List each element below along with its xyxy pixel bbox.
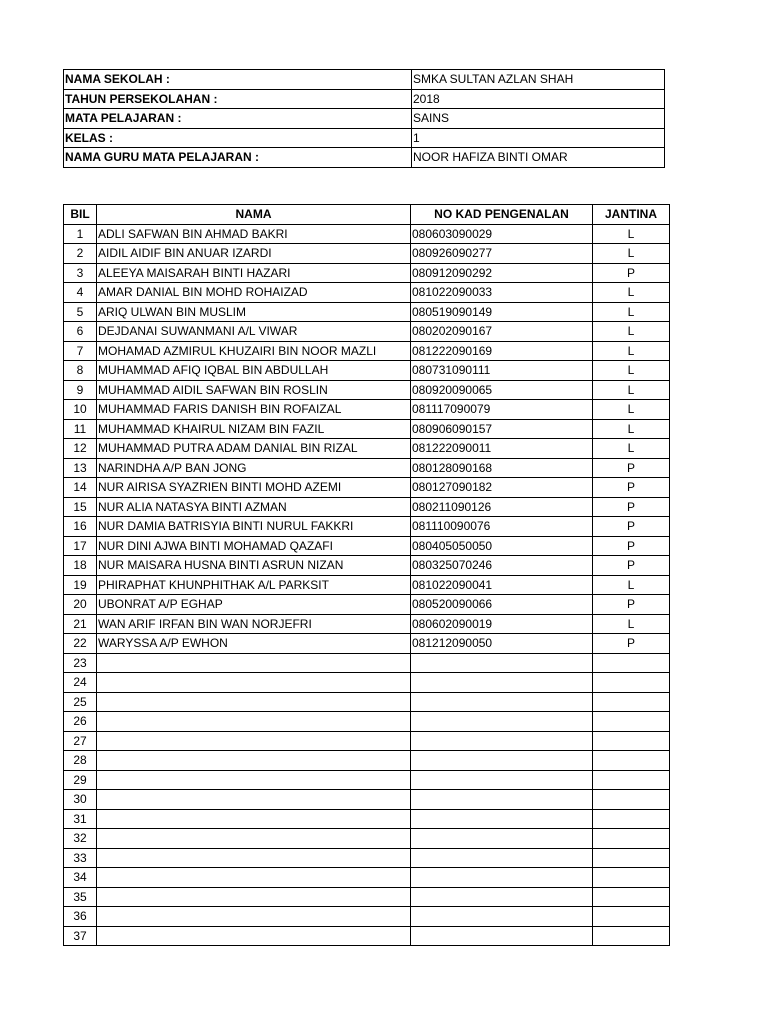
cell-jantina: L bbox=[593, 614, 670, 634]
cell-jantina bbox=[593, 790, 670, 810]
cell-jantina bbox=[593, 907, 670, 927]
cell-ic: 080603090029 bbox=[411, 224, 593, 244]
cell-nama: DEJDANAI SUWANMANI A/L VIWAR bbox=[97, 322, 411, 342]
cell-ic: 080128090168 bbox=[411, 458, 593, 478]
cell-jantina bbox=[593, 926, 670, 946]
table-row bbox=[64, 907, 670, 927]
cell-ic bbox=[411, 770, 593, 790]
cell-ic: 080211090126 bbox=[411, 497, 593, 517]
info-label: KELAS : bbox=[64, 128, 412, 148]
student-list-table bbox=[63, 204, 670, 946]
cell-bil: 16 bbox=[64, 517, 97, 537]
info-value: SAINS bbox=[412, 109, 665, 129]
table-row bbox=[64, 868, 670, 888]
cell-nama bbox=[97, 692, 411, 712]
cell-nama: MOHAMAD AZMIRUL KHUZAIRI BIN NOOR MAZLI bbox=[97, 341, 411, 361]
cell-bil: 30 bbox=[64, 790, 97, 810]
cell-nama bbox=[97, 907, 411, 927]
cell-jantina: L bbox=[593, 322, 670, 342]
table-row bbox=[64, 517, 670, 537]
cell-nama: PHIRAPHAT KHUNPHITHAK A/L PARKSIT bbox=[97, 575, 411, 595]
cell-ic: 080519090149 bbox=[411, 302, 593, 322]
cell-bil: 21 bbox=[64, 614, 97, 634]
cell-bil: 6 bbox=[64, 322, 97, 342]
info-row-year bbox=[64, 89, 665, 109]
cell-bil: 31 bbox=[64, 809, 97, 829]
cell-nama bbox=[97, 868, 411, 888]
cell-ic bbox=[411, 907, 593, 927]
cell-bil: 22 bbox=[64, 634, 97, 654]
cell-nama: NUR DINI AJWA BINTI MOHAMAD QAZAFI bbox=[97, 536, 411, 556]
table-row bbox=[64, 575, 670, 595]
cell-bil: 19 bbox=[64, 575, 97, 595]
cell-nama: ALEEYA MAISARAH BINTI HAZARI bbox=[97, 263, 411, 283]
cell-bil: 9 bbox=[64, 380, 97, 400]
cell-bil: 26 bbox=[64, 712, 97, 732]
cell-nama: MUHAMMAD FARIS DANISH BIN ROFAIZAL bbox=[97, 400, 411, 420]
cell-ic: 081212090050 bbox=[411, 634, 593, 654]
cell-nama: NUR MAISARA HUSNA BINTI ASRUN NIZAN bbox=[97, 556, 411, 576]
cell-ic: 080325070246 bbox=[411, 556, 593, 576]
cell-bil: 34 bbox=[64, 868, 97, 888]
cell-jantina: L bbox=[593, 419, 670, 439]
cell-bil: 5 bbox=[64, 302, 97, 322]
header-nama: NAMA bbox=[97, 205, 411, 225]
cell-bil: 10 bbox=[64, 400, 97, 420]
cell-ic bbox=[411, 673, 593, 693]
cell-ic bbox=[411, 751, 593, 771]
cell-jantina: P bbox=[593, 536, 670, 556]
table-row bbox=[64, 497, 670, 517]
table-row bbox=[64, 692, 670, 712]
cell-jantina: L bbox=[593, 361, 670, 381]
table-row bbox=[64, 322, 670, 342]
table-header-row bbox=[64, 205, 670, 225]
cell-bil: 29 bbox=[64, 770, 97, 790]
cell-bil: 7 bbox=[64, 341, 97, 361]
cell-bil: 8 bbox=[64, 361, 97, 381]
cell-nama: ADLI SAFWAN BIN AHMAD BAKRI bbox=[97, 224, 411, 244]
cell-jantina: L bbox=[593, 380, 670, 400]
table-row bbox=[64, 361, 670, 381]
cell-jantina bbox=[593, 731, 670, 751]
cell-ic bbox=[411, 809, 593, 829]
table-row bbox=[64, 614, 670, 634]
info-value: NOOR HAFIZA BINTI OMAR bbox=[412, 148, 665, 168]
cell-ic: 080202090167 bbox=[411, 322, 593, 342]
cell-ic bbox=[411, 653, 593, 673]
cell-nama bbox=[97, 848, 411, 868]
cell-jantina: L bbox=[593, 575, 670, 595]
table-row bbox=[64, 302, 670, 322]
cell-jantina: P bbox=[593, 497, 670, 517]
cell-jantina bbox=[593, 751, 670, 771]
table-row bbox=[64, 848, 670, 868]
cell-ic: 081222090169 bbox=[411, 341, 593, 361]
cell-nama: NUR AIRISA SYAZRIEN BINTI MOHD AZEMI bbox=[97, 478, 411, 498]
table-row bbox=[64, 653, 670, 673]
table-row bbox=[64, 770, 670, 790]
table-row bbox=[64, 478, 670, 498]
cell-jantina: P bbox=[593, 556, 670, 576]
cell-ic: 080906090157 bbox=[411, 419, 593, 439]
cell-jantina: P bbox=[593, 634, 670, 654]
cell-bil: 36 bbox=[64, 907, 97, 927]
cell-nama: MUHAMMAD AIDIL SAFWAN BIN ROSLIN bbox=[97, 380, 411, 400]
cell-nama: MUHAMMAD KHAIRUL NIZAM BIN FAZIL bbox=[97, 419, 411, 439]
cell-nama bbox=[97, 926, 411, 946]
class-info-table bbox=[63, 69, 665, 168]
cell-jantina: L bbox=[593, 439, 670, 459]
cell-bil: 24 bbox=[64, 673, 97, 693]
table-row bbox=[64, 439, 670, 459]
cell-ic: 081022090041 bbox=[411, 575, 593, 595]
cell-ic: 080920090065 bbox=[411, 380, 593, 400]
cell-nama: NARINDHA A/P BAN JONG bbox=[97, 458, 411, 478]
cell-nama: WAN ARIF IRFAN BIN WAN NORJEFRI bbox=[97, 614, 411, 634]
table-row bbox=[64, 751, 670, 771]
table-row bbox=[64, 458, 670, 478]
cell-nama bbox=[97, 731, 411, 751]
cell-ic: 080520090066 bbox=[411, 595, 593, 615]
info-row-school bbox=[64, 70, 665, 90]
cell-bil: 15 bbox=[64, 497, 97, 517]
cell-jantina bbox=[593, 887, 670, 907]
table-row bbox=[64, 556, 670, 576]
cell-jantina: L bbox=[593, 400, 670, 420]
cell-jantina: L bbox=[593, 283, 670, 303]
cell-bil: 35 bbox=[64, 887, 97, 907]
cell-bil: 11 bbox=[64, 419, 97, 439]
cell-ic bbox=[411, 848, 593, 868]
cell-bil: 37 bbox=[64, 926, 97, 946]
info-value: SMKA SULTAN AZLAN SHAH bbox=[412, 70, 665, 90]
cell-jantina: L bbox=[593, 224, 670, 244]
cell-jantina bbox=[593, 848, 670, 868]
cell-ic: 080405050050 bbox=[411, 536, 593, 556]
cell-nama: MUHAMMAD PUTRA ADAM DANIAL BIN RIZAL bbox=[97, 439, 411, 459]
cell-nama bbox=[97, 673, 411, 693]
cell-ic: 081117090079 bbox=[411, 400, 593, 420]
cell-bil: 32 bbox=[64, 829, 97, 849]
cell-bil: 13 bbox=[64, 458, 97, 478]
cell-nama bbox=[97, 770, 411, 790]
cell-bil: 17 bbox=[64, 536, 97, 556]
cell-bil: 12 bbox=[64, 439, 97, 459]
cell-ic: 081022090033 bbox=[411, 283, 593, 303]
table-row bbox=[64, 809, 670, 829]
header-jantina: JANTINA bbox=[593, 205, 670, 225]
info-value: 2018 bbox=[412, 89, 665, 109]
cell-jantina bbox=[593, 673, 670, 693]
cell-bil: 33 bbox=[64, 848, 97, 868]
cell-nama bbox=[97, 712, 411, 732]
cell-nama bbox=[97, 829, 411, 849]
cell-ic bbox=[411, 868, 593, 888]
cell-jantina: L bbox=[593, 244, 670, 264]
cell-ic: 080912090292 bbox=[411, 263, 593, 283]
cell-bil: 25 bbox=[64, 692, 97, 712]
cell-bil: 18 bbox=[64, 556, 97, 576]
cell-nama: MUHAMMAD AFIQ IQBAL BIN ABDULLAH bbox=[97, 361, 411, 381]
cell-nama: AMAR DANIAL BIN MOHD ROHAIZAD bbox=[97, 283, 411, 303]
cell-jantina bbox=[593, 770, 670, 790]
cell-jantina: P bbox=[593, 478, 670, 498]
cell-ic bbox=[411, 731, 593, 751]
info-row-subject bbox=[64, 109, 665, 129]
table-row bbox=[64, 829, 670, 849]
cell-jantina: L bbox=[593, 341, 670, 361]
cell-ic bbox=[411, 887, 593, 907]
table-row bbox=[64, 731, 670, 751]
cell-nama: WARYSSA A/P EWHON bbox=[97, 634, 411, 654]
info-label: TAHUN PERSEKOLAHAN : bbox=[64, 89, 412, 109]
cell-nama: NUR DAMIA BATRISYIA BINTI NURUL FAKKRI bbox=[97, 517, 411, 537]
cell-ic bbox=[411, 692, 593, 712]
cell-jantina: P bbox=[593, 517, 670, 537]
cell-bil: 4 bbox=[64, 283, 97, 303]
cell-jantina bbox=[593, 712, 670, 732]
cell-jantina: P bbox=[593, 595, 670, 615]
table-row bbox=[64, 400, 670, 420]
cell-nama: ARIQ ULWAN BIN MUSLIM bbox=[97, 302, 411, 322]
cell-ic: 080731090111 bbox=[411, 361, 593, 381]
cell-jantina: P bbox=[593, 458, 670, 478]
cell-jantina bbox=[593, 868, 670, 888]
cell-bil: 1 bbox=[64, 224, 97, 244]
cell-jantina bbox=[593, 829, 670, 849]
cell-jantina bbox=[593, 692, 670, 712]
table-row bbox=[64, 244, 670, 264]
cell-nama bbox=[97, 790, 411, 810]
cell-nama: UBONRAT A/P EGHAP bbox=[97, 595, 411, 615]
cell-bil: 27 bbox=[64, 731, 97, 751]
info-label: NAMA GURU MATA PELAJARAN : bbox=[64, 148, 412, 168]
cell-ic bbox=[411, 926, 593, 946]
cell-nama: NUR ALIA NATASYA BINTI AZMAN bbox=[97, 497, 411, 517]
table-row bbox=[64, 673, 670, 693]
cell-nama: AIDIL AIDIF BIN ANUAR IZARDI bbox=[97, 244, 411, 264]
student-table-body bbox=[64, 224, 670, 946]
header-ic: NO KAD PENGENALAN bbox=[411, 205, 593, 225]
cell-nama bbox=[97, 887, 411, 907]
cell-bil: 28 bbox=[64, 751, 97, 771]
cell-jantina: L bbox=[593, 302, 670, 322]
table-row bbox=[64, 712, 670, 732]
cell-ic: 080127090182 bbox=[411, 478, 593, 498]
table-row bbox=[64, 283, 670, 303]
cell-jantina: P bbox=[593, 263, 670, 283]
cell-jantina bbox=[593, 653, 670, 673]
info-row-class bbox=[64, 128, 665, 148]
table-row bbox=[64, 224, 670, 244]
cell-ic: 081222090011 bbox=[411, 439, 593, 459]
table-row bbox=[64, 341, 670, 361]
info-label: NAMA SEKOLAH : bbox=[64, 70, 412, 90]
table-row bbox=[64, 380, 670, 400]
cell-ic: 080926090277 bbox=[411, 244, 593, 264]
cell-bil: 20 bbox=[64, 595, 97, 615]
cell-ic bbox=[411, 712, 593, 732]
cell-ic bbox=[411, 829, 593, 849]
info-row-teacher bbox=[64, 148, 665, 168]
cell-ic bbox=[411, 790, 593, 810]
info-value: 1 bbox=[412, 128, 665, 148]
cell-ic: 081110090076 bbox=[411, 517, 593, 537]
cell-nama bbox=[97, 809, 411, 829]
table-row bbox=[64, 536, 670, 556]
cell-bil: 3 bbox=[64, 263, 97, 283]
table-row bbox=[64, 790, 670, 810]
table-row bbox=[64, 887, 670, 907]
table-row bbox=[64, 263, 670, 283]
cell-ic: 080602090019 bbox=[411, 614, 593, 634]
cell-jantina bbox=[593, 809, 670, 829]
header-bil: BIL bbox=[64, 205, 97, 225]
cell-bil: 14 bbox=[64, 478, 97, 498]
table-row bbox=[64, 634, 670, 654]
cell-nama bbox=[97, 751, 411, 771]
table-row bbox=[64, 419, 670, 439]
cell-nama bbox=[97, 653, 411, 673]
table-row bbox=[64, 595, 670, 615]
cell-bil: 2 bbox=[64, 244, 97, 264]
info-label: MATA PELAJARAN : bbox=[64, 109, 412, 129]
cell-bil: 23 bbox=[64, 653, 97, 673]
table-row bbox=[64, 926, 670, 946]
